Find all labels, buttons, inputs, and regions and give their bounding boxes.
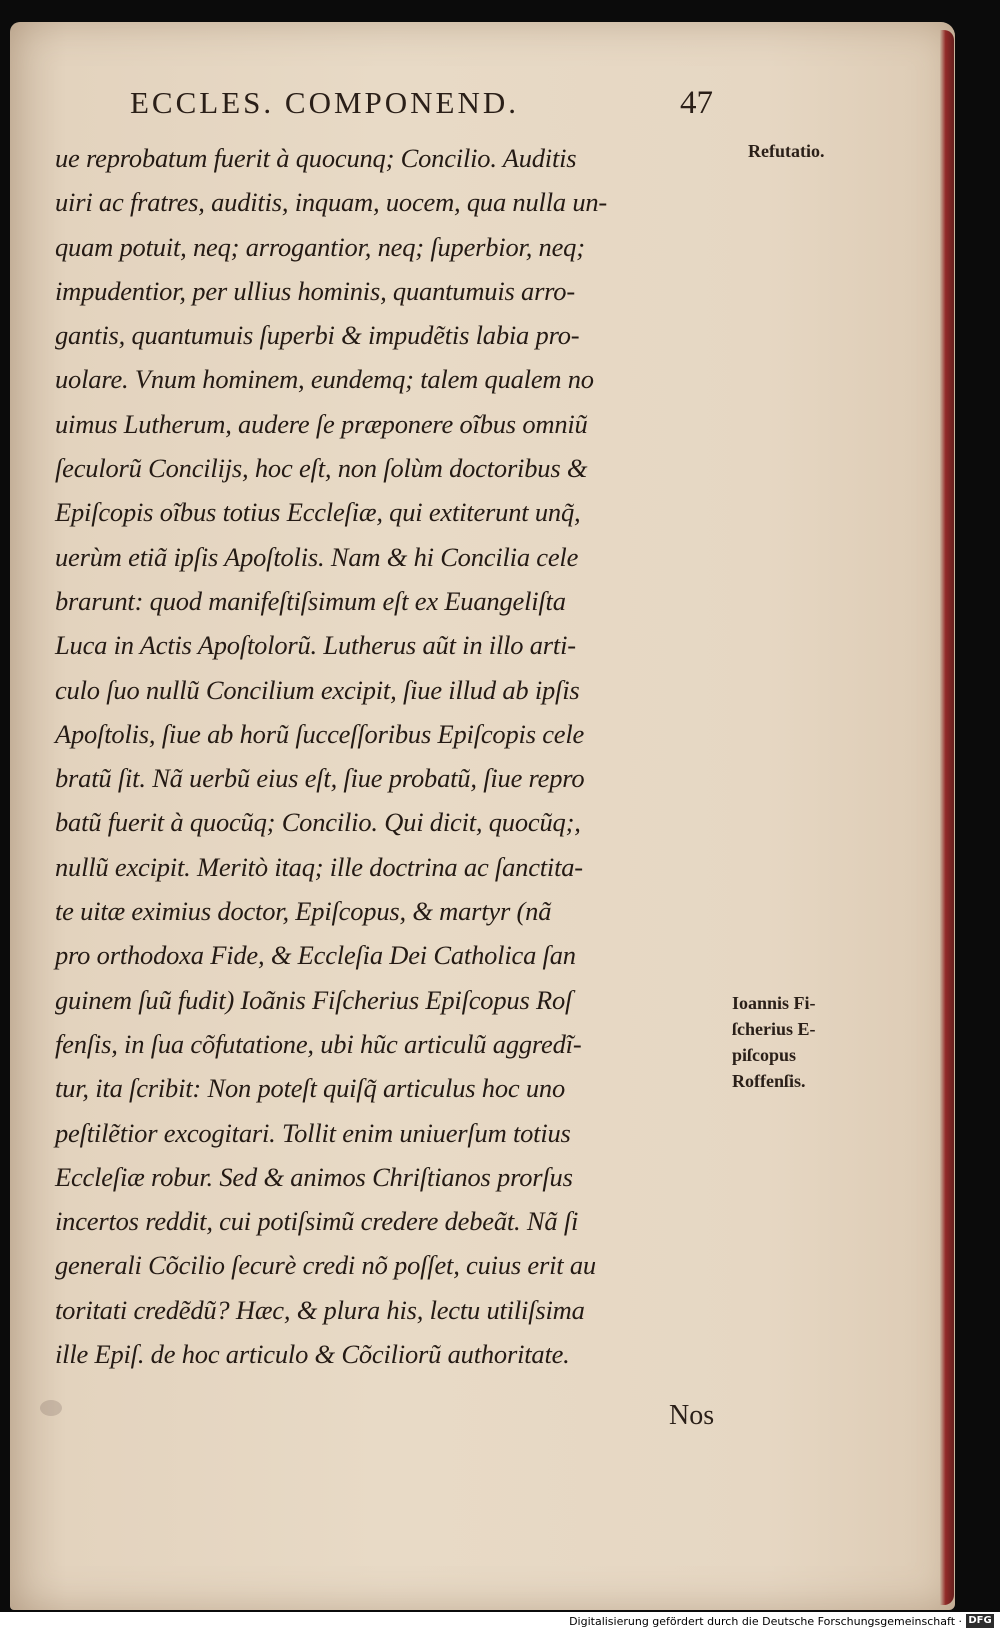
text-line: brarunt: quod manifeſtiſsimum eſt ex Euangeliſta <box>55 585 566 616</box>
text-line: Apoſtolis, ſiue ab horũ ſucceſſoribus Epiſcopis cele <box>55 718 585 749</box>
running-head: ECCLES. COMPONEND. <box>130 85 520 120</box>
catchword: Nos <box>669 1400 715 1431</box>
text-line: pro orthodoxa Fide, & Eccleſia Dei Catholica ſan <box>55 940 576 971</box>
text-line: culo ſuo nullũ Concilium excipit, ſiue illud ab ipſis <box>55 674 580 705</box>
margin-note-line: Ioannis Fi- <box>732 993 816 1013</box>
text-line: ſeculorũ Concilijs, hoc eſt, non ſolùm doctoribus & <box>55 453 588 484</box>
text-line: quam potuit, neq; arrogantior, neq; ſuperbior, neq; <box>55 231 585 262</box>
margin-note-line: Roffenſis. <box>732 1071 806 1091</box>
text-line: peſtilẽtior excogitari. Tollit enim uniuerſum totius <box>55 1117 571 1148</box>
text-line: toritati credẽdũ? Hæc, & plura his, lectu utiliſsima <box>55 1294 585 1325</box>
library-stamp-mark <box>40 1400 62 1416</box>
text-line: te uitæ eximius doctor, Epiſcopus, & martyr (nã <box>55 896 552 927</box>
text-line: nullũ excipit. Meritò itaq; ille doctrina ac ſanctita- <box>55 851 583 882</box>
text-line: tur, ita ſcribit: Non poteſt quiſq̃ articulus hoc uno <box>55 1073 566 1104</box>
text-line: fenſis, in ſua cõfutatione, ubi hũc articulũ aggredĩ- <box>55 1028 582 1059</box>
text-line: batũ fuerit à quocũq; Concilio. Qui dicit, quocũq;, <box>55 807 581 838</box>
text-line: guinem ſuũ fudit) Ioãnis Fiſcherius Epiſcopus Roſ <box>55 984 573 1015</box>
body-text <box>55 136 735 1376</box>
funding-notice: Digitalisierung gefördert durch die Deutsche Forschungsgemeinschaft · <box>569 1615 962 1628</box>
text-line: generali Cõcilio ſecurè credi nõ poſſet, cuius erit au <box>55 1250 596 1281</box>
text-line: uerùm etiã ipſis Apoſtolis. Nam & hi Concilia cele <box>55 541 579 572</box>
text-line: gantis, quantumuis ſuperbi & impudẽtis labia pro- <box>55 320 580 351</box>
text-line: uiri ac fratres, auditis, inquam, uocem, qua nulla un- <box>55 187 608 218</box>
text-line: bratũ ſit. Nã uerbũ eius eſt, ſiue probatũ, ſiue repro <box>55 763 585 794</box>
text-line: Luca in Actis Apoſtolorũ. Lutherus aũt in illo arti- <box>55 630 576 661</box>
margin-note-line: piſcopus <box>732 1045 797 1065</box>
text-line: ue reprobatum fuerit à quocunq; Concilio. Auditis <box>55 143 577 173</box>
text-line: Eccleſiæ robur. Sed & animos Chriſtianos prorſus <box>55 1161 573 1192</box>
margin-note-refutatio: Refutatio. <box>748 141 825 161</box>
text-line: impudentior, per ullius hominis, quantumuis arro- <box>55 275 575 306</box>
page-number: 47 <box>680 85 713 121</box>
text-line: incertos reddit, cui potiſsimũ credere debeãt. Nã ſi <box>55 1206 579 1237</box>
margin-note-fischer <box>732 990 816 1094</box>
text-line: Epiſcopis oĩbus totius Eccleſiæ, qui extiterunt unq̃, <box>55 497 581 528</box>
page-edge <box>940 30 954 1605</box>
margin-note-line: ſcherius E- <box>732 1019 816 1039</box>
text-line: uimus Lutherum, audere ſe præponere oĩbus omniũ <box>55 408 588 439</box>
text-line: uolare. Vnum hominem, eundemq; talem qualem no <box>55 364 594 395</box>
dfg-logo-icon: DFG <box>966 1614 994 1628</box>
text-line: ille Epiſ. de hoc articulo & Cõciliorũ authoritate. <box>55 1339 570 1370</box>
